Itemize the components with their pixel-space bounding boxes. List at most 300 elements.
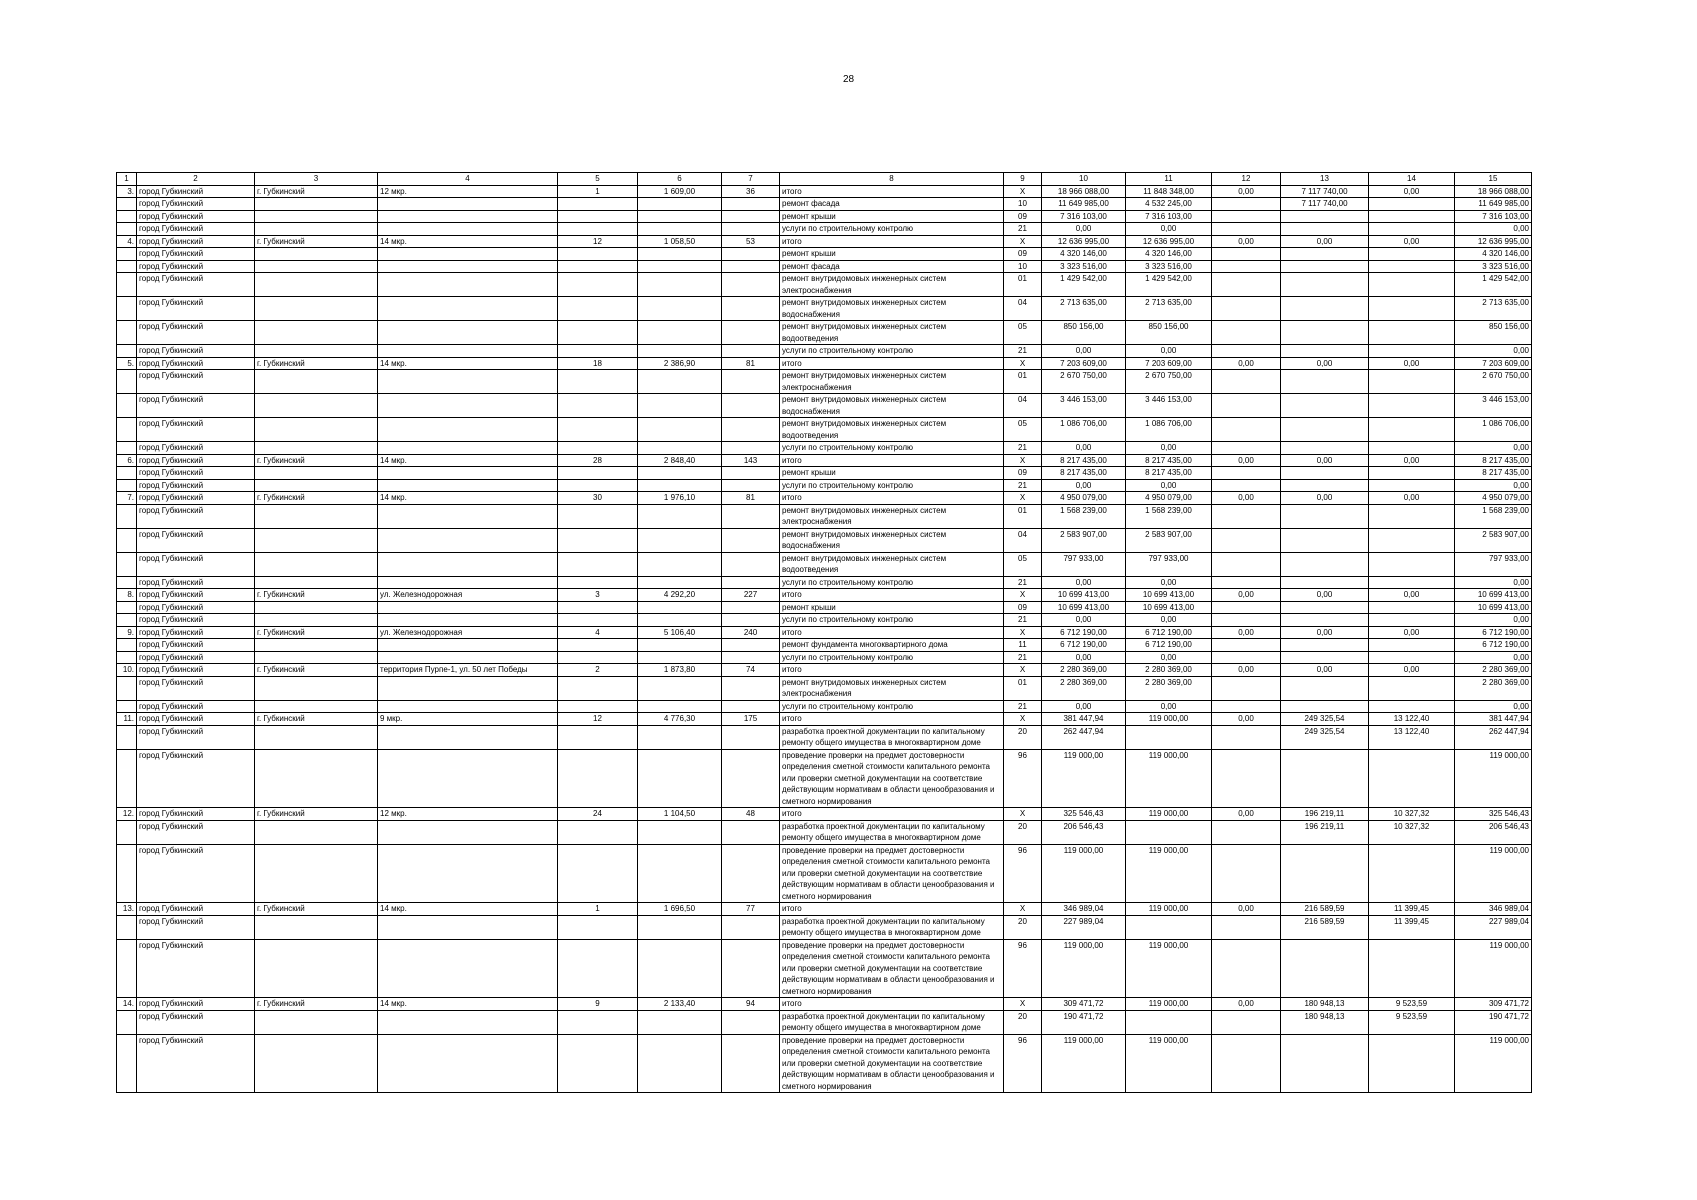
cell-code: 04 [1004, 528, 1042, 552]
cell-house-number: 28 [558, 454, 638, 467]
cell-cost-region: 180 948,13 [1281, 1010, 1369, 1034]
cell-row-number: 8. [117, 589, 137, 602]
table-row [117, 418, 1532, 442]
cell-total-cost: 2 583 907,00 [1042, 528, 1126, 552]
cell-work-type: итого [780, 185, 1004, 198]
cell-cost-final: 6 712 190,00 [1455, 626, 1532, 639]
cell-cost-fund: 0,00 [1126, 576, 1212, 589]
cell-total-cost: 325 546,43 [1042, 808, 1126, 821]
cell-settlement [255, 576, 378, 589]
cell-code: 20 [1004, 820, 1042, 844]
cell-code: X [1004, 589, 1042, 602]
cell-work-type: услуги по строительному контролю [780, 442, 1004, 455]
cell-cost-final: 8 217 435,00 [1455, 454, 1532, 467]
cell-municipality: город Губкинский [137, 576, 255, 589]
cell-cost-region [1281, 614, 1369, 627]
cell-house-number: 2 [558, 664, 638, 677]
cell-cost-budget [1212, 273, 1281, 297]
cell-settlement [255, 614, 378, 627]
cell-street [378, 467, 558, 480]
cell-cost-region [1281, 442, 1369, 455]
cell-house-number [558, 639, 638, 652]
cell-work-type: ремонт фасада [780, 198, 1004, 211]
cell-settlement: г. Губкинский [255, 998, 378, 1011]
cell-house-number [558, 260, 638, 273]
table-row [117, 903, 1532, 916]
cell-cost-fund: 119 000,00 [1126, 1034, 1212, 1093]
cell-work-type: услуги по строительному контролю [780, 345, 1004, 358]
cell-cost-budget [1212, 394, 1281, 418]
cell-total-cost: 1 086 706,00 [1042, 418, 1126, 442]
cell-cost-budget [1212, 1010, 1281, 1034]
cell-total-cost: 797 933,00 [1042, 552, 1126, 576]
cell-area [638, 844, 722, 903]
cell-street: 14 мкр. [378, 235, 558, 248]
cell-cost-local: 0,00 [1369, 235, 1455, 248]
cell-municipality: город Губкинский [137, 998, 255, 1011]
cell-cost-final: 1 568 239,00 [1455, 504, 1532, 528]
cell-total-cost: 6 712 190,00 [1042, 626, 1126, 639]
cell-work-type: услуги по строительному контролю [780, 479, 1004, 492]
cell-settlement [255, 552, 378, 576]
cell-cost-local: 9 523,59 [1369, 1010, 1455, 1034]
cell-municipality: город Губкинский [137, 903, 255, 916]
table-row [117, 370, 1532, 394]
cell-work-type: проведение проверки на предмет достоверности определения сметной стоимости капитального ремонта или проверки сметной документации на соответствие действующим нормативам в области ценообразования и сметного нормирования [780, 749, 1004, 808]
cell-row-number: 12. [117, 808, 137, 821]
cell-work-type: итого [780, 626, 1004, 639]
cell-area [638, 297, 722, 321]
cell-cost-fund: 119 000,00 [1126, 713, 1212, 726]
cell-cost-local [1369, 844, 1455, 903]
header-cell-total-cost: 10 [1042, 173, 1126, 186]
cell-cost-local: 0,00 [1369, 664, 1455, 677]
cell-cost-region: 0,00 [1281, 664, 1369, 677]
table-row [117, 210, 1532, 223]
cell-residents: 77 [722, 903, 780, 916]
cell-residents [722, 442, 780, 455]
cell-cost-fund: 8 217 435,00 [1126, 454, 1212, 467]
cell-street [378, 394, 558, 418]
cell-cost-fund: 0,00 [1126, 651, 1212, 664]
cell-house-number: 24 [558, 808, 638, 821]
cell-cost-final: 2 670 750,00 [1455, 370, 1532, 394]
cell-area [638, 223, 722, 236]
cell-cost-budget [1212, 639, 1281, 652]
cell-settlement [255, 528, 378, 552]
cell-area [638, 479, 722, 492]
cell-cost-local: 11 399,45 [1369, 915, 1455, 939]
cell-street [378, 939, 558, 998]
cell-cost-region [1281, 639, 1369, 652]
cell-settlement: г. Губкинский [255, 492, 378, 505]
cell-residents [722, 552, 780, 576]
table-body [117, 185, 1532, 1093]
cell-residents: 175 [722, 713, 780, 726]
cell-cost-final: 2 713 635,00 [1455, 297, 1532, 321]
cell-settlement: г. Губкинский [255, 235, 378, 248]
cell-total-cost: 190 471,72 [1042, 1010, 1126, 1034]
cell-work-type: услуги по строительному контролю [780, 700, 1004, 713]
cell-code: X [1004, 664, 1042, 677]
cell-settlement [255, 700, 378, 713]
cell-cost-fund: 0,00 [1126, 614, 1212, 627]
cell-residents [722, 248, 780, 261]
cell-cost-budget [1212, 939, 1281, 998]
header-cell-area: 6 [638, 173, 722, 186]
cell-street [378, 552, 558, 576]
cell-cost-final: 119 000,00 [1455, 1034, 1532, 1093]
cell-cost-budget [1212, 370, 1281, 394]
cell-municipality: город Губкинский [137, 639, 255, 652]
cell-house-number: 12 [558, 235, 638, 248]
cell-settlement [255, 248, 378, 261]
cell-house-number [558, 820, 638, 844]
table-row [117, 248, 1532, 261]
cell-area [638, 651, 722, 664]
cell-cost-local: 9 523,59 [1369, 998, 1455, 1011]
cell-street: 12 мкр. [378, 808, 558, 821]
table-row [117, 998, 1532, 1011]
cell-cost-region: 0,00 [1281, 357, 1369, 370]
cell-settlement [255, 321, 378, 345]
cell-cost-region [1281, 576, 1369, 589]
table-row [117, 576, 1532, 589]
cell-area [638, 273, 722, 297]
cell-row-number [117, 198, 137, 211]
cell-residents [722, 394, 780, 418]
cell-cost-budget [1212, 844, 1281, 903]
cell-cost-region [1281, 467, 1369, 480]
cell-row-number [117, 639, 137, 652]
cell-cost-region [1281, 370, 1369, 394]
cell-row-number [117, 210, 137, 223]
cell-residents [722, 1010, 780, 1034]
cell-settlement [255, 1010, 378, 1034]
cell-street [378, 844, 558, 903]
cell-cost-fund: 3 323 516,00 [1126, 260, 1212, 273]
cell-cost-fund [1126, 820, 1212, 844]
cell-street [378, 639, 558, 652]
cell-house-number: 1 [558, 903, 638, 916]
cell-cost-local [1369, 223, 1455, 236]
cell-street [378, 442, 558, 455]
cell-cost-region [1281, 676, 1369, 700]
cell-area [638, 576, 722, 589]
cell-area [638, 700, 722, 713]
cell-row-number [117, 321, 137, 345]
cell-cost-fund: 10 699 413,00 [1126, 601, 1212, 614]
cell-total-cost: 119 000,00 [1042, 844, 1126, 903]
cell-area [638, 820, 722, 844]
cell-street: 14 мкр. [378, 998, 558, 1011]
table-row [117, 676, 1532, 700]
cell-cost-final: 0,00 [1455, 614, 1532, 627]
cell-settlement [255, 939, 378, 998]
capital-repair-table [116, 172, 1532, 1093]
cell-residents [722, 676, 780, 700]
cell-cost-fund: 2 713 635,00 [1126, 297, 1212, 321]
cell-cost-final: 325 546,43 [1455, 808, 1532, 821]
table-row [117, 939, 1532, 998]
cell-total-cost: 1 429 542,00 [1042, 273, 1126, 297]
cell-cost-region [1281, 248, 1369, 261]
cell-work-type: итого [780, 903, 1004, 916]
cell-settlement [255, 370, 378, 394]
cell-street [378, 576, 558, 589]
cell-area: 1 609,00 [638, 185, 722, 198]
table-row [117, 454, 1532, 467]
cell-settlement [255, 844, 378, 903]
cell-total-cost: 4 320 146,00 [1042, 248, 1126, 261]
cell-residents [722, 915, 780, 939]
cell-row-number: 6. [117, 454, 137, 467]
cell-cost-final: 18 966 088,00 [1455, 185, 1532, 198]
cell-cost-final: 797 933,00 [1455, 552, 1532, 576]
cell-street [378, 198, 558, 211]
cell-work-type: итого [780, 357, 1004, 370]
cell-cost-final: 2 280 369,00 [1455, 676, 1532, 700]
cell-settlement: г. Губкинский [255, 626, 378, 639]
cell-cost-region [1281, 260, 1369, 273]
cell-house-number: 9 [558, 998, 638, 1011]
cell-total-cost: 0,00 [1042, 576, 1126, 589]
cell-cost-region: 0,00 [1281, 589, 1369, 602]
cell-municipality: город Губкинский [137, 614, 255, 627]
cell-residents [722, 418, 780, 442]
cell-cost-budget: 0,00 [1212, 713, 1281, 726]
cell-cost-region [1281, 651, 1369, 664]
cell-area: 2 133,40 [638, 998, 722, 1011]
cell-cost-local [1369, 260, 1455, 273]
cell-cost-local [1369, 528, 1455, 552]
table-row [117, 725, 1532, 749]
cell-settlement: г. Губкинский [255, 185, 378, 198]
cell-code: 20 [1004, 915, 1042, 939]
cell-municipality: город Губкинский [137, 504, 255, 528]
cell-cost-fund: 2 280 369,00 [1126, 676, 1212, 700]
cell-area [638, 504, 722, 528]
cell-area [638, 1010, 722, 1034]
cell-residents [722, 820, 780, 844]
cell-total-cost: 4 950 079,00 [1042, 492, 1126, 505]
cell-cost-final: 0,00 [1455, 223, 1532, 236]
cell-settlement [255, 639, 378, 652]
cell-cost-budget [1212, 345, 1281, 358]
cell-settlement [255, 1034, 378, 1093]
cell-work-type: проведение проверки на предмет достоверности определения сметной стоимости капитального ремонта или проверки сметной документации на соответствие действующим нормативам в области ценообразования и сметного нормирования [780, 939, 1004, 998]
cell-cost-fund: 8 217 435,00 [1126, 467, 1212, 480]
table-row [117, 198, 1532, 211]
header-cell-residents: 7 [722, 173, 780, 186]
cell-settlement [255, 210, 378, 223]
cell-residents [722, 576, 780, 589]
cell-cost-region [1281, 749, 1369, 808]
cell-municipality: город Губкинский [137, 820, 255, 844]
cell-residents: 227 [722, 589, 780, 602]
cell-street [378, 504, 558, 528]
cell-settlement [255, 345, 378, 358]
cell-work-type: услуги по строительному контролю [780, 651, 1004, 664]
cell-house-number [558, 939, 638, 998]
cell-row-number [117, 1034, 137, 1093]
cell-area [638, 210, 722, 223]
cell-street [378, 820, 558, 844]
cell-municipality: город Губкинский [137, 664, 255, 677]
cell-row-number [117, 601, 137, 614]
cell-house-number [558, 273, 638, 297]
cell-street [378, 418, 558, 442]
table-row [117, 297, 1532, 321]
cell-area [638, 370, 722, 394]
cell-cost-local [1369, 370, 1455, 394]
cell-total-cost: 3 446 153,00 [1042, 394, 1126, 418]
cell-row-number [117, 504, 137, 528]
cell-area: 2 386,90 [638, 357, 722, 370]
cell-cost-region [1281, 504, 1369, 528]
cell-cost-final: 2 280 369,00 [1455, 664, 1532, 677]
cell-street: 14 мкр. [378, 903, 558, 916]
cell-cost-final: 0,00 [1455, 651, 1532, 664]
cell-cost-region: 0,00 [1281, 626, 1369, 639]
cell-municipality: город Губкинский [137, 345, 255, 358]
cell-cost-fund: 7 316 103,00 [1126, 210, 1212, 223]
cell-code: 04 [1004, 297, 1042, 321]
cell-cost-budget [1212, 601, 1281, 614]
table-row [117, 479, 1532, 492]
cell-municipality: город Губкинский [137, 589, 255, 602]
cell-cost-local [1369, 467, 1455, 480]
cell-work-type: ремонт внутридомовых инженерных систем водоснабжения [780, 394, 1004, 418]
table-row [117, 664, 1532, 677]
table-header-row [117, 173, 1532, 186]
cell-residents [722, 614, 780, 627]
header-cell-cost-region: 13 [1281, 173, 1369, 186]
cell-cost-budget: 0,00 [1212, 589, 1281, 602]
cell-house-number [558, 210, 638, 223]
table-row [117, 321, 1532, 345]
cell-total-cost: 381 447,94 [1042, 713, 1126, 726]
cell-row-number [117, 915, 137, 939]
cell-code: 10 [1004, 198, 1042, 211]
cell-cost-final: 206 546,43 [1455, 820, 1532, 844]
cell-cost-region: 7 117 740,00 [1281, 198, 1369, 211]
cell-work-type: разработка проектной документации по капитальному ремонту общего имущества в многоквартирном доме [780, 915, 1004, 939]
cell-cost-budget [1212, 614, 1281, 627]
cell-residents: 81 [722, 492, 780, 505]
cell-cost-budget [1212, 442, 1281, 455]
cell-code: 21 [1004, 345, 1042, 358]
cell-cost-fund: 1 086 706,00 [1126, 418, 1212, 442]
cell-municipality: город Губкинский [137, 1010, 255, 1034]
cell-code: 05 [1004, 552, 1042, 576]
cell-street: 14 мкр. [378, 454, 558, 467]
cell-area [638, 260, 722, 273]
cell-cost-region [1281, 223, 1369, 236]
cell-cost-local [1369, 418, 1455, 442]
cell-municipality: город Губкинский [137, 248, 255, 261]
cell-municipality: город Губкинский [137, 273, 255, 297]
cell-house-number [558, 1034, 638, 1093]
cell-house-number [558, 479, 638, 492]
cell-area [638, 394, 722, 418]
table-row [117, 700, 1532, 713]
cell-area [638, 345, 722, 358]
cell-settlement [255, 479, 378, 492]
cell-code: 21 [1004, 479, 1042, 492]
cell-municipality: город Губкинский [137, 713, 255, 726]
cell-municipality: город Губкинский [137, 601, 255, 614]
cell-cost-budget [1212, 915, 1281, 939]
cell-row-number [117, 844, 137, 903]
cell-area: 4 292,20 [638, 589, 722, 602]
cell-municipality: город Губкинский [137, 357, 255, 370]
cell-cost-local [1369, 394, 1455, 418]
cell-work-type: итого [780, 492, 1004, 505]
header-cell-municipality: 2 [137, 173, 255, 186]
table-row [117, 273, 1532, 297]
cell-work-type: ремонт внутридомовых инженерных систем электроснабжения [780, 370, 1004, 394]
cell-street [378, 297, 558, 321]
table-row [117, 1010, 1532, 1034]
cell-row-number [117, 1010, 137, 1034]
cell-cost-fund: 119 000,00 [1126, 939, 1212, 998]
cell-cost-final: 262 447,94 [1455, 725, 1532, 749]
cell-cost-budget [1212, 528, 1281, 552]
cell-cost-budget [1212, 725, 1281, 749]
cell-cost-fund: 2 670 750,00 [1126, 370, 1212, 394]
cell-settlement [255, 601, 378, 614]
table-row [117, 492, 1532, 505]
cell-cost-fund: 4 532 245,00 [1126, 198, 1212, 211]
cell-cost-budget: 0,00 [1212, 492, 1281, 505]
cell-street [378, 601, 558, 614]
cell-house-number [558, 418, 638, 442]
cell-total-cost: 0,00 [1042, 345, 1126, 358]
cell-area: 1 976,10 [638, 492, 722, 505]
cell-house-number [558, 1010, 638, 1034]
cell-cost-final: 6 712 190,00 [1455, 639, 1532, 652]
cell-street [378, 260, 558, 273]
cell-total-cost: 850 156,00 [1042, 321, 1126, 345]
cell-cost-local [1369, 601, 1455, 614]
cell-cost-region [1281, 844, 1369, 903]
cell-row-number [117, 479, 137, 492]
cell-row-number [117, 297, 137, 321]
cell-cost-final: 4 950 079,00 [1455, 492, 1532, 505]
cell-house-number [558, 576, 638, 589]
cell-cost-local [1369, 504, 1455, 528]
cell-row-number: 4. [117, 235, 137, 248]
cell-cost-fund: 4 320 146,00 [1126, 248, 1212, 261]
header-cell-code: 9 [1004, 173, 1042, 186]
cell-municipality: город Губкинский [137, 454, 255, 467]
cell-street [378, 210, 558, 223]
cell-municipality: город Губкинский [137, 808, 255, 821]
cell-cost-local [1369, 210, 1455, 223]
cell-total-cost: 0,00 [1042, 651, 1126, 664]
cell-cost-fund: 11 848 348,00 [1126, 185, 1212, 198]
cell-cost-region: 196 219,11 [1281, 820, 1369, 844]
cell-total-cost: 1 568 239,00 [1042, 504, 1126, 528]
cell-code: 09 [1004, 601, 1042, 614]
cell-settlement [255, 394, 378, 418]
cell-cost-local [1369, 651, 1455, 664]
cell-cost-fund: 119 000,00 [1126, 903, 1212, 916]
cell-municipality: город Губкинский [137, 844, 255, 903]
cell-work-type: итого [780, 589, 1004, 602]
cell-code: 20 [1004, 1010, 1042, 1034]
